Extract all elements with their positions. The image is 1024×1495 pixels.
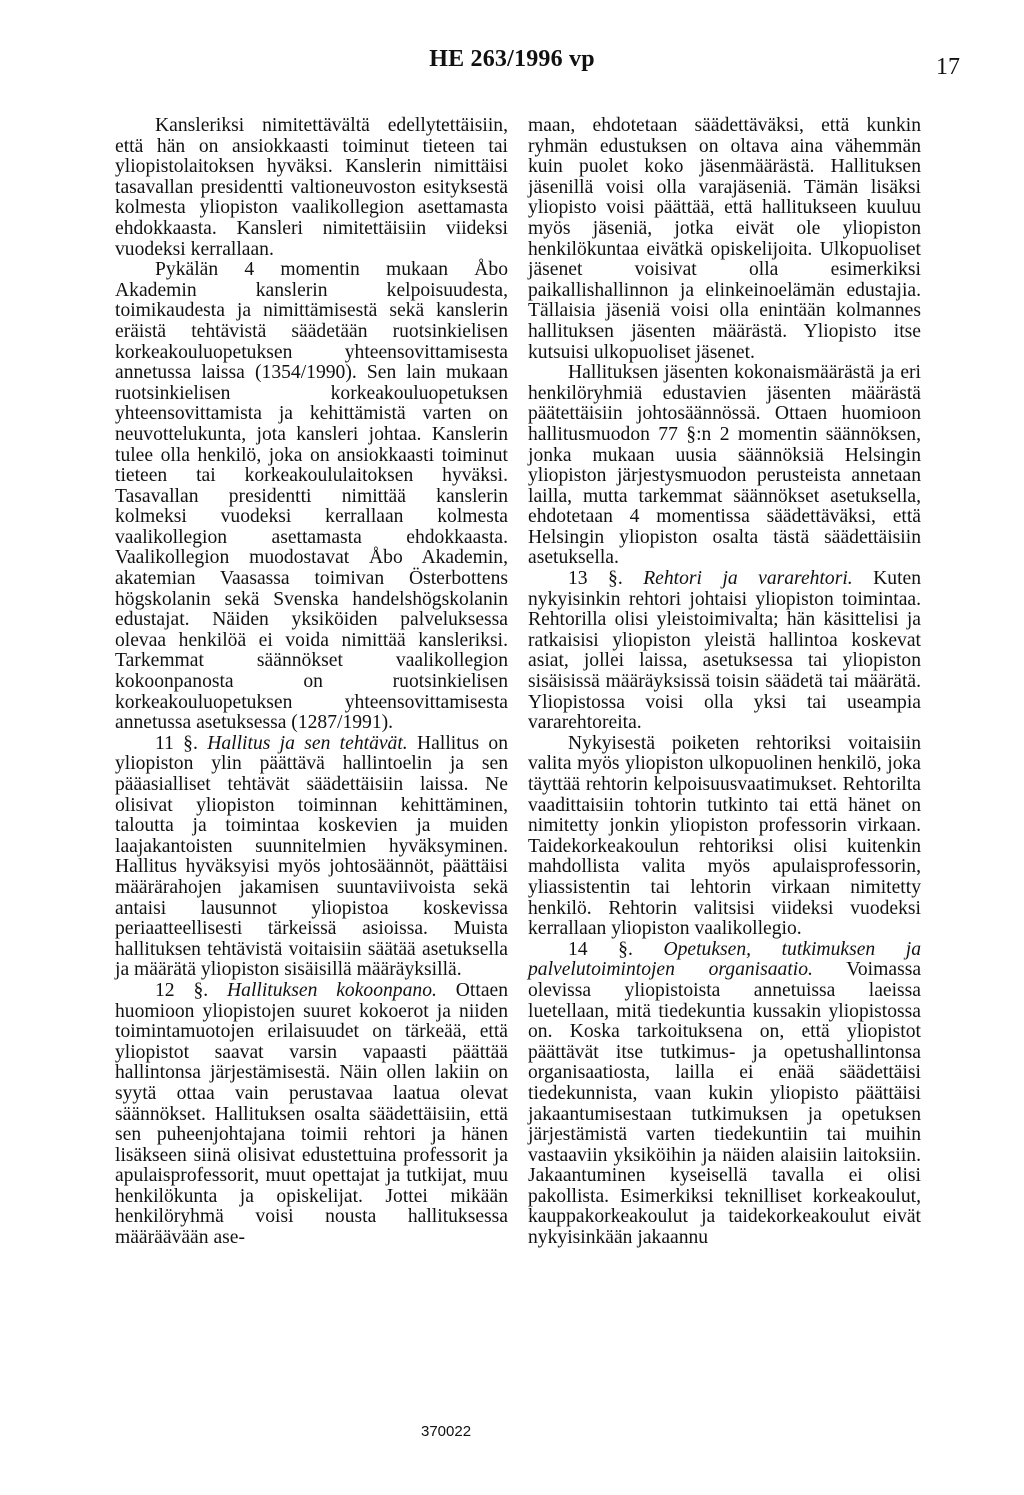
paragraph: Nykyisestä poiketen rehtoriksi voitaisiin valita myös yliopiston ulkopuolinen henkilö, joka täyttää rehtorin kelpoisuusvaatimukset. Rehtorilta vaadittaisiin tohtorin tutkinto tai että hänet on nimitetty jonkin yliopiston professorin virkaan. Taidekorkeakoulun rehtoriksi olisi kuitenkin mahdollista valita myös apulaisprofessorin, yliassistentin tai lehtorin virkaan nimitetty henkilö. Rehtorin valitsisi viideksi vuodeksi kerrallaan yliopiston vaalikollegio. xyxy=(528,732,921,940)
section-paragraph xyxy=(115,734,508,981)
section-title: Opetuksen, tutkimuksen ja palvelutoimintojen organisaatio. xyxy=(528,938,921,981)
right-column xyxy=(528,116,921,1249)
section-number: 11 §. xyxy=(155,732,198,754)
section-number: 14 §. xyxy=(568,938,633,960)
section-text: Kuten nykyisinkin rehtori johtaisi yliopiston toimintaa. Rehtorilla olisi yleistoimivalta; hän käsittelisi ja ratkaisisi yliopiston yleistä hallintoa koskevat asiat, jollei laissa, asetuksessa tai yliopiston sisäisissä määräyksissä toisin säädetä tai määrätä. Yliopistossa voisi olla yksi tai useampia vararehtoreita. xyxy=(528,568,922,734)
section-text: Hallitus on yliopiston ylin päättävä hallintoelin ja sen pääasialliset tehtävät säädettäisiin laissa. Ne olisivat yliopiston toiminnan kehittäminen, taloutta ja toimintaa koskevien ja muiden laajakantoisten suunnitelmien hyväksyminen. Hallitus hyväksyisi myös johtosäännöt, päättäisi määrärahojen jakamisen suuntaviivoista sekä antaisi lausunnot yliopistoa koskevissa periaatteellisesti tärkeissä asioissa. Muista hallituksen tehtävistä voitaisiin säätää asetuksella ja määrätä yliopiston sisäisillä määräyksillä. xyxy=(115,732,508,981)
section-paragraph xyxy=(528,940,921,1249)
section-title: Rehtori ja vararehtori. xyxy=(643,568,853,590)
left-column xyxy=(115,116,508,1249)
section-number: 13 §. xyxy=(568,568,623,590)
section-title: Hallituksen kokoonpano. xyxy=(227,979,437,1001)
section-title: Hallitus ja sen tehtävät. xyxy=(207,732,408,754)
section-text: Ottaen huomioon yliopistojen suuret kokoerot ja niiden toimintamuotojen erilaisuudet on tärkeää, että yliopistot saavat varsin vapaasti päättää hallintonsa järjestämisestä. Näin ollen lakiin on syytä ottaa vain perustavaa laatua olevat säännökset. Hallituksen osalta säädettäisiin, että sen puheenjohtajana toimii rehtori ja hänen lisäkseen siinä olisivat edustettuina professorit ja apulaisprofessorit, muut opettajat ja tutkijat, muu henkilökunta ja opiskelijat. Jottei mikään henkilöryhmä voisi nousta hallituksessa määräävään ase- xyxy=(115,979,509,1249)
page-number: 17 xyxy=(936,54,960,80)
paragraph: Kansleriksi nimitettävältä edellytettäisiin, että hän on ansiokkaasti toiminut tieteen tai yliopistolaitoksen hyväksi. Kanslerin nimittäisi tasavallan presidentti valtioneuvoston esityksestä kolmesta yliopiston vaalikollegion asettamasta ehdokkaasta. Kansleri nimitettäisiin viideksi vuodeksi kerrallaan. xyxy=(115,115,508,260)
section-paragraph xyxy=(115,981,508,1249)
document-id: HE 263/1996 vp xyxy=(429,46,595,72)
footer-print-code: 370022 xyxy=(421,1423,472,1440)
paragraph: maan, ehdotetaan säädettäväksi, että kunkin ryhmän edustuksen on oltava aina vähemmän kuin puolet koko jäsenmäärästä. Hallituksen jäsenillä voisi olla varajäseniä. Tämän lisäksi yliopisto voisi päättää, että hallitukseen kuuluu myös jäseniä, jotka eivät ole yliopiston henkilökuntaa eivätkä opiskelijoita. Ulkopuoliset jäsenet voisivat olla esimerkiksi paikallishallinnon ja elinkeinoelämän edustajia. Tällaisia jäseniä voisi olla enintään kolmannes hallituksen jäsenten määrästä. Yliopisto itse kutsuisi ulkopuoliset jäsenet. xyxy=(528,115,921,363)
section-text: Voimassa olevissa yliopistoista annetuissa laeissa luetellaan, mitä tiedekuntia kussakin yliopistossa on. Koska tarkoituksena on, että yliopistot päättävät itse tutkimus- ja opetushallintonsa organisaatiosta, lailla ei enää säädettäisi tiedekunnista, vaan kukin yliopisto päättäisi jakaantumisestaan tutkimuksen ja opetuksen järjestämistä varten tiedekuntiin tai muihin vastaaviin yksiköihin ja näiden alaisiin laitoksiin. Jakaantuminen kyseisellä tavalla ei olisi pakollista. Esimerkiksi teknilliset korkeakoulut, kauppakorkeakoulut ja taidekorkeakoulut eivät nykyisinkään jakaannu xyxy=(528,959,922,1249)
section-number: 12 §. xyxy=(155,979,209,1001)
paragraph: Hallituksen jäsenten kokonaismäärästä ja eri henkilöryhmiä edustavien jäsenten määrästä päätettäisiin johtosäännössä. Ottaen huomioon hallitusmuodon 77 §:n 2 momentin säännöksen, jonka mukaan uusia säännöksiä Helsingin yliopiston järjestysmuodon perusteista annetaan lailla, mutta tarkemmat säännökset asetuksella, ehdotetaan 4 momentissa säädettäväksi, että Helsingin yliopiston osalta tästä säädettäisiin asetuksella. xyxy=(528,362,921,569)
paragraph: Pykälän 4 momentin mukaan Åbo Akademin kanslerin kelpoisuudesta, toimikaudesta ja nimittämisestä sekä kanslerin eräistä tehtävistä säädetään ruotsinkielisen korkeakouluopetuksen yhteensovittamisesta annetussa laissa (1354/1990). Sen lain mukaan ruotsinkielisen korkeakouluopetuksen yhteensovittamista ja kehittämistä varten on neuvottelukunta, jota kansleri johtaa. Kanslerin tulee olla henkilö, joka on ansiokkaasti toiminut tieteen tai korkeakoululaitoksen hyväksi. Tasavallan presidentti nimittää kanslerin kolmeksi vuodeksi kerrallaan kolmesta vaalikollegion asettamasta ehdokkaasta. Vaalikollegion muodostavat Åbo Akademin, akatemian Vaasassa toimivan Österbottens högskolanin sekä Svenska handelshögskolanin edustajat. Näiden yksiköiden palveluksessa olevaa henkilöä ei voida nimittää kansleriksi. Tarkemmat säännökset vaalikollegion kokoonpanosta on ruotsinkielisen korkeakouluopetuksen yhteensovittamisesta annetussa asetuksessa (1287/1991). xyxy=(115,259,508,734)
page-header xyxy=(0,46,1024,86)
section-paragraph xyxy=(528,569,921,734)
